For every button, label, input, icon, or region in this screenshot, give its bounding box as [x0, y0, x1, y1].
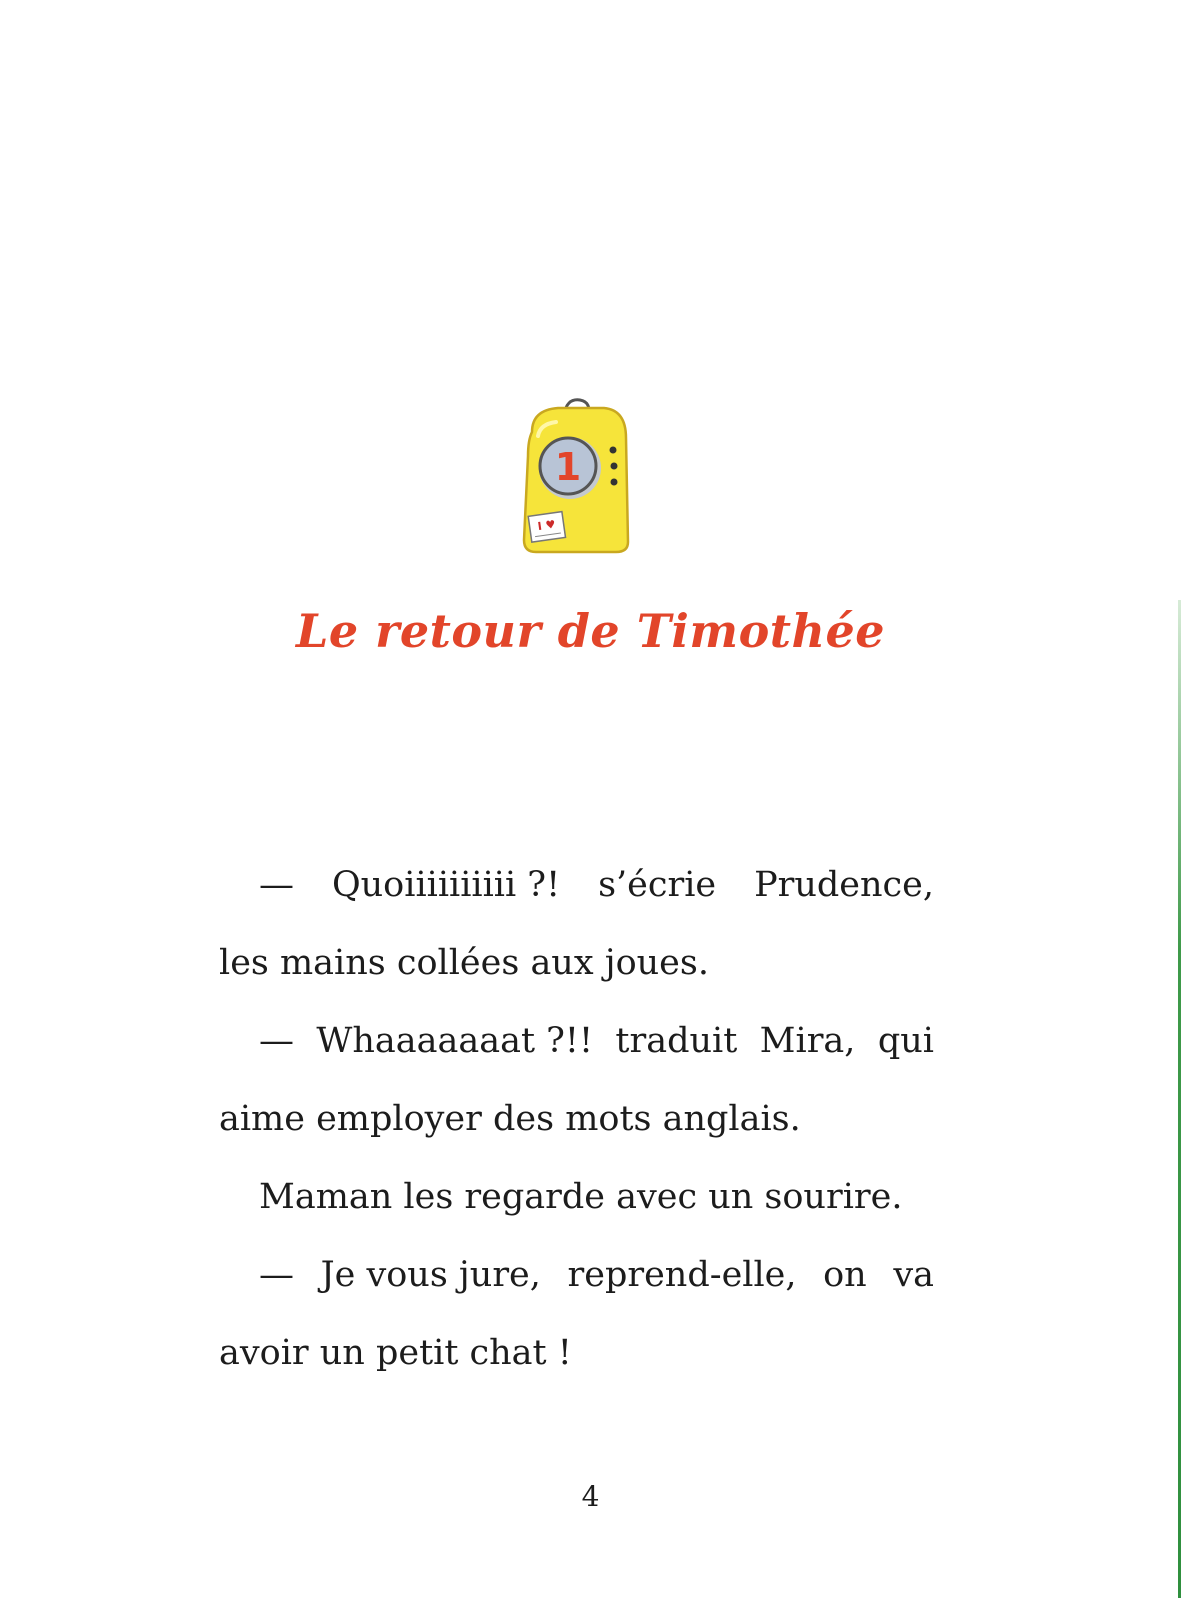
text-word: traduit: [615, 1021, 738, 1061]
text-line: [219, 846, 934, 924]
dialogue-dash: —: [259, 1021, 294, 1061]
text-line: avoir un petit chat !: [219, 1333, 572, 1373]
text-word: qui: [877, 1021, 934, 1061]
text-word: va: [893, 1255, 934, 1295]
text-word: reprend-elle,: [567, 1255, 797, 1295]
chapter-number: 1: [554, 445, 582, 489]
text-word: s’écrie: [598, 865, 717, 905]
text-line: [219, 1002, 934, 1080]
text-line: [219, 1236, 934, 1314]
badge-sticker: [528, 512, 565, 542]
text-line: Maman les regarde avec un sourire.: [259, 1177, 903, 1217]
page-number: 4: [581, 1480, 600, 1513]
text-word: Prudence,: [754, 865, 934, 905]
sticker-text: I ♥: [536, 517, 557, 534]
body-text: [219, 846, 934, 1392]
text-word: on: [823, 1255, 867, 1295]
text-word: Whaaaaaaat ?!!: [316, 1021, 594, 1061]
dialogue-dash: —: [259, 1255, 294, 1295]
chapter-title: Le retour de Timothée: [296, 604, 885, 658]
text-word: Mira,: [759, 1021, 856, 1061]
backpack-chapter-badge: [518, 396, 638, 564]
badge-button: [610, 447, 617, 454]
badge-button: [611, 479, 618, 486]
text-line: aime employer des mots anglais.: [219, 1099, 801, 1139]
text-word: Je vous jure,: [320, 1255, 541, 1295]
text-line: les mains collées aux joues.: [219, 943, 709, 983]
badge-button: [611, 463, 618, 470]
text-word: Quoiiiiiiiiii ?!: [331, 865, 561, 905]
dialogue-dash: —: [259, 865, 294, 905]
